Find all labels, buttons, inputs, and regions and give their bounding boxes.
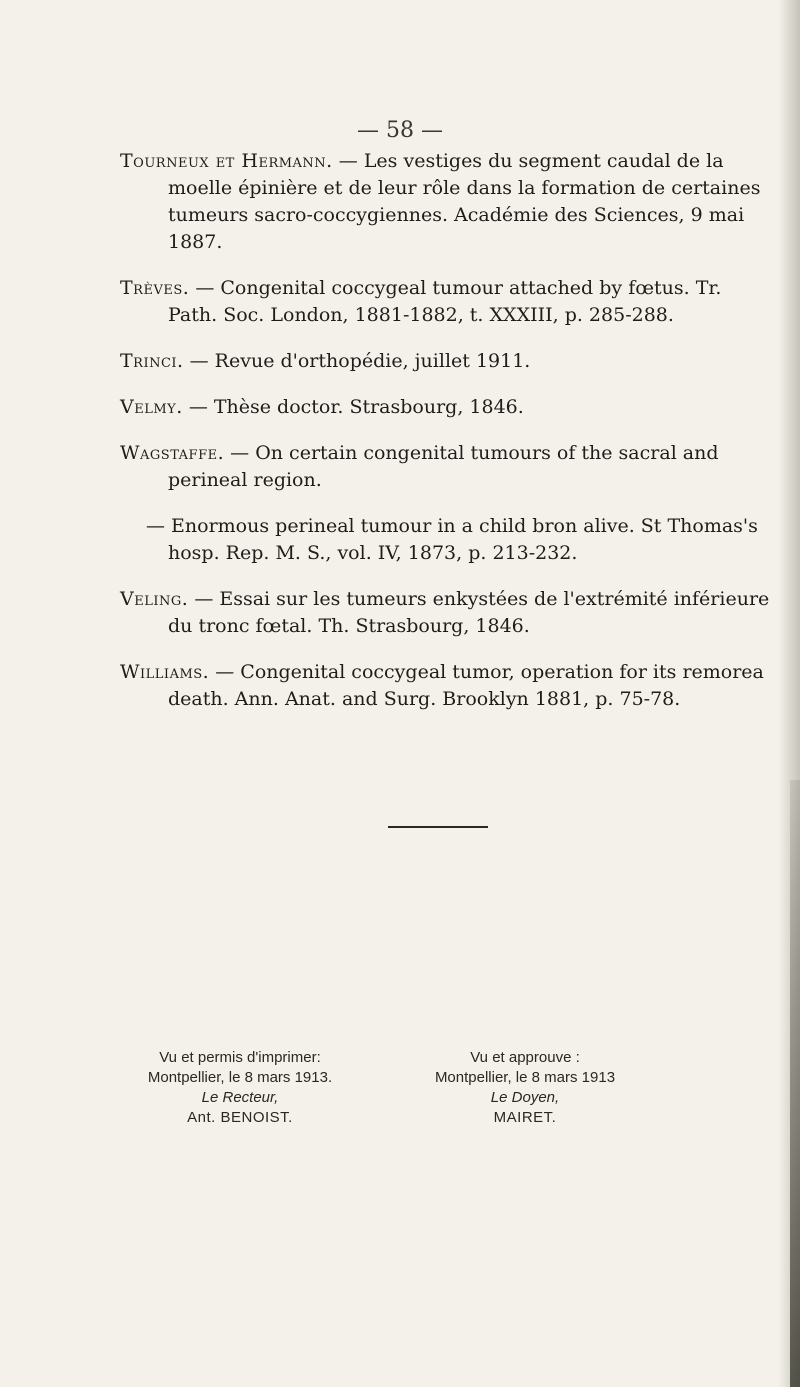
approval-place-date: Montpellier, le 8 mars 1913 (434, 1069, 616, 1086)
entry-text: — Congenital coccygeal tumour attached by fœtus. Tr. Path. Soc. London, 1881-1882, t. XXXIII, p. 285-288. (168, 277, 722, 326)
entry-text: — Enormous perineal tumour in a child bron alive. St Thomas's hosp. Rep. M. S., vol. IV, 1873, p. 213-232. (146, 515, 758, 564)
entry-author: Trinci. (120, 350, 184, 372)
entry-author: Velmy. (120, 396, 183, 418)
approval-signer: MAIRET. (493, 1109, 557, 1126)
bibliography-entry (120, 586, 770, 640)
page-edge-dark (790, 780, 800, 1387)
bibliography-entry (120, 348, 770, 375)
approval-title: Le Recteur, (201, 1089, 279, 1106)
entry-text: — Les vestiges du segment caudal de la moelle épinière et de leur rôle dans la formation de certaines tumeurs sacro-coccygiennes. Académie des Sciences, 9 mai 1887. (168, 150, 761, 253)
entry-author: Trèves. (120, 277, 190, 299)
section-divider (388, 826, 488, 828)
entry-author: Williams. (120, 661, 210, 683)
approval-place-date: Montpellier, le 8 mars 1913. (147, 1069, 333, 1086)
entry-text: — Essai sur les tumeurs enkystées de l'extrémité inférieure du tronc fœtal. Th. Strasbourg, 1846. (168, 588, 770, 637)
approval-line: Vu et approuve : (470, 1049, 580, 1066)
approval-signer: Ant. BENOIST. (187, 1109, 293, 1126)
bibliography-entry (120, 440, 770, 494)
approval-line: Vu et permis d'imprimer: (159, 1049, 321, 1066)
entry-text: — Thèse doctor. Strasbourg, 1846. (182, 396, 524, 418)
entry-author: Veling. (120, 588, 189, 610)
approval-title: Le Doyen, (490, 1089, 560, 1106)
entry-text: — Revue d'orthopédie, juillet 1911. (183, 350, 531, 372)
bibliography-entry (120, 659, 770, 713)
entry-text: — Congenital coccygeal tumor, operation for its remorea death. Ann. Anat. and Surg. Brooklyn 1881, p. 75-78. (168, 661, 764, 710)
entry-text: — On certain congenital tumours of the sacral and perineal region. (168, 442, 719, 491)
entry-author: Wagstaffe. (120, 442, 225, 464)
bibliography-entry (120, 394, 770, 421)
approval-block-dean (400, 1048, 650, 1128)
approval-block-rector (115, 1048, 365, 1128)
bibliography-entry (120, 275, 770, 329)
bibliography-entry (120, 148, 770, 256)
bibliography-entry-continuation (120, 513, 770, 567)
entry-author: Tourneux et Hermann. (120, 150, 333, 172)
page-number: — 58 — (357, 118, 443, 143)
bibliography-list (120, 148, 770, 717)
